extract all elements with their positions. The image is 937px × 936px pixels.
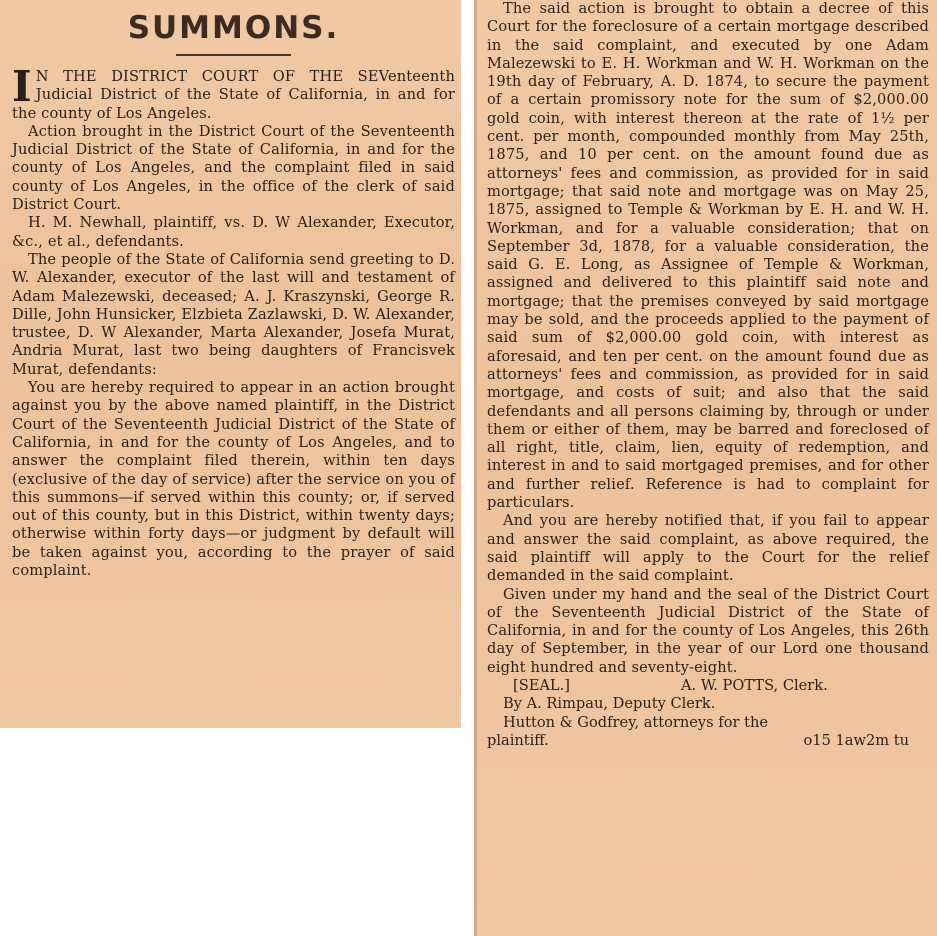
parties-paragraph: H. M. Newhall, plaintiff, vs. D. W Alexander, Executor, &c., et al., defendants. — [12, 214, 455, 250]
publication-reference: o15 1aw2m tu — [803, 731, 909, 749]
court-heading-paragraph — [12, 62, 455, 123]
seal-clerk-line — [487, 677, 929, 695]
drop-cap: I — [12, 62, 32, 111]
plaintiff-word: plaintiff. — [487, 731, 549, 749]
notice-paragraph: And you are hereby notified that, if you fail to appear and answer the said complaint, as above required, the said plaintiff will apply to the Court for the relief demanded in the said complaint. — [487, 512, 929, 585]
deputy-clerk-line: By A. Rimpau, Deputy Clerk. — [503, 695, 716, 713]
clerk-signature: A. W. POTTS, Clerk. — [681, 676, 828, 694]
attorneys-line: Hutton & Godfrey, attorneys for the — [503, 713, 768, 731]
foreclosure-paragraph: The said action is brought to obtain a decree of this Court for the foreclosure of a certain mortgage described in the said complaint, and executed by one Adam Malezewski to E. H. Workman and W. H. Workman on the 19th day of February, A. D. 1874, to secure the payment of a certain promissory note for the sum of $2,000.00 gold coin, with interest thereon at the rate of 1½ per cent. per month, compounded monthly from May 25th, 1875, and 10 per cent. on the amount found due as attorneys' fees and commission, as provided for in said mortgage; that said note and mortgage was on May 25, 1875, assigned to Temple & Workman by E. H. and W. H. Workman, and for a valuable consideration; that on September 3d, 1878, for a valuable consideration, the said G. E. Long, as Assignee of Temple & Workman, assigned and delivered to this plaintiff said note and mortgage; that the premises conveyed by said mortgage may be sold, and the proceeds applied to the payment of said sum of $2,000.00 gold coin, with interest as aforesaid, and ten per cent. on the amount found due as attorneys' fees and commission, as provided for in said mortgage, and costs of suit; and also that the said defendants and all persons claiming by, through or under them or either of them, may be barred and foreclosed of all right, title, claim, lien, equity of redemption, and interest in and to said mortgaged premises, and for other and further relief. Reference is had to complaint for particulars. — [487, 0, 929, 512]
closing-line — [487, 732, 929, 750]
greeting-paragraph: The people of the State of California send greeting to D. W. Alexander, executor of the last will and testament of Adam Malezewski, deceased; A. J. Kraszynski, George R. Dille, John Hunsicker, Elzbieta Zazlawski, D. W. Alexander, trustee, D. W Alexander, Marta Alexander, Josefa Murat, Andria Murat, last two being daughters of Francisvek Murat, defendants: — [12, 250, 455, 378]
given-paragraph: Given under my hand and the seal of the District Court of the Seventeenth Judicial District of the State of California, in and for the county of Los Angeles, this 26th day of September, in the year of our Lord one thousand eight hundred and seventy-eight. — [487, 585, 929, 676]
seal-label: [SEAL.] — [513, 676, 570, 694]
appearance-paragraph: You are hereby required to appear in an action brought against you by the above named plaintiff, in the District Court of the Seventeenth Judicial District of the State of California, in and for the county of Los Angeles, and to answer the complaint filed therein, within ten days (exclusive of the day of service) after the service on you of this summons—if served within this county; or, if served out of this county, but in this District, within twenty days; otherwise within forty days—or judgment by default will be taken against you, according to the prayer of said complaint. — [12, 379, 455, 580]
court-heading-text: N THE DISTRICT COURT OF THE SEVenteenth Judicial District of the State of California, in and for the county of Los Angeles. — [12, 68, 455, 122]
summons-clipping-left — [0, 0, 461, 728]
summons-title: SUMMONS. — [127, 10, 340, 46]
action-paragraph: Action brought in the District Court of the Seventeenth Judicial District of the State of California, in and for the county of Los Angeles, and the complaint filed in said county of Los Angeles, in the office of the clerk of said District Court. — [12, 122, 455, 214]
summons-clipping-right — [477, 0, 937, 936]
title-rule — [176, 54, 291, 56]
